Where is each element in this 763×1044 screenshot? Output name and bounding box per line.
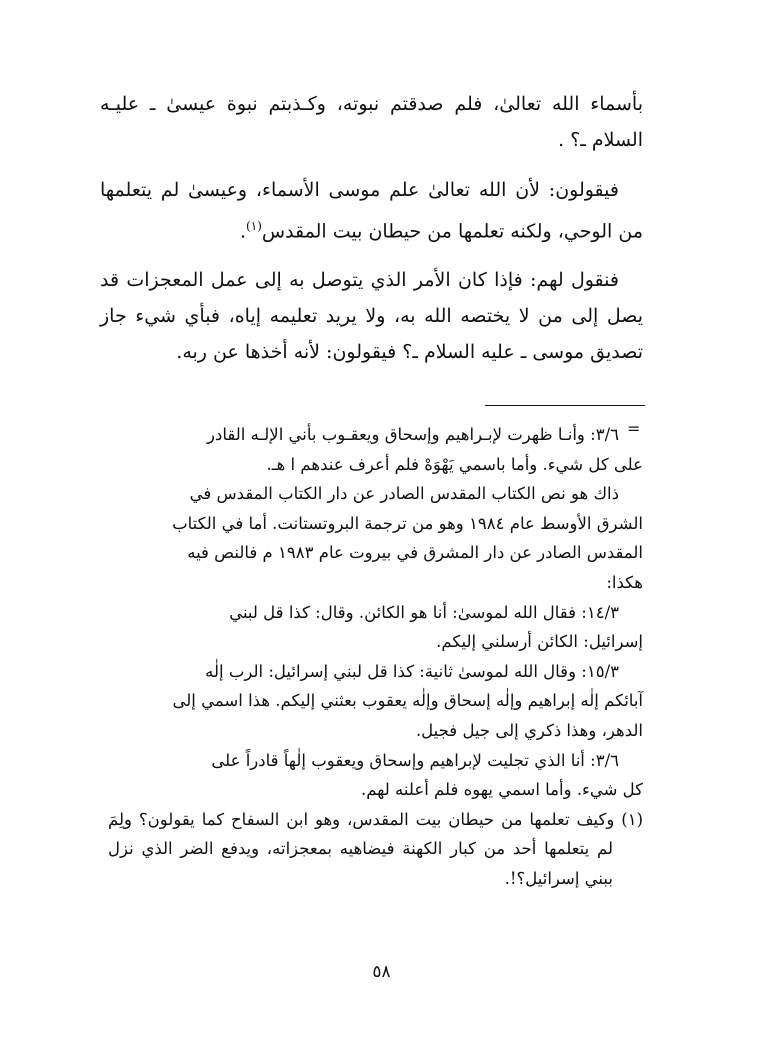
footnote-line: آبائكم إلٰه إبراهيم وإلٰه إسحاق وإلٰه يعقوب بعثني إليكم. هذا اسمي إلى [172, 691, 643, 711]
footnote-line: إسرائيل: الكائن أرسلني إليكم. [436, 632, 643, 652]
body-paragraph-2 [100, 172, 643, 249]
page-number: ٥٨ [372, 962, 391, 982]
footnote-line: الشرق الأوسط عام ١٩٨٤ وهو من ترجمة البروتستانت. أما في الكتاب [172, 513, 643, 533]
footnote-1: (١) وكيف تعلمها من حيطان بيت المقدس، وهو ابن السفاح كما يقولون؟ ولِمَ لم يتعلمها أحد من كبار الكهنة فيضاهيه بمعجزاته، ويدفع الضر الذي نزل ببني إسرائيل؟!. [108, 809, 643, 888]
continuation-mark: = [627, 419, 641, 438]
footnote-line: هكذا: [606, 572, 643, 592]
footnote-ref-1: (١) [246, 219, 262, 233]
body-paragraph-2-end: . [240, 220, 247, 243]
footnote-line: ١٤/٣: فقال الله لموسىٰ: أنا هو الكائن. وقال: كذا قل لبني [229, 602, 619, 622]
footnotes [108, 420, 643, 894]
footnote-line: ١٥/٣: وقال الله لموسىٰ ثانية: كذا قل لبني إسرائيل: الرب إلٰه [205, 661, 619, 681]
body-paragraph-1: بأسماء الله تعالىٰ، فلم صدقتم نبوته، وكـذبتم نبوة عيسىٰ ـ عليـه السلام ـ؟ . [100, 93, 643, 151]
footnote-line: المقدس الصادر عن دار المشرق في بيروت عام ١٩٨٣ م فالنص فيه [187, 543, 643, 563]
footnote-line: ٣/٦: أنا الذي تجليت لإبراهيم وإسحاق ويعقوب إلٰهاً قادراً على [211, 750, 619, 770]
footnote-line: ٣/٦: وأنـا ظهرت لإبـراهيم وإسحاق ويعقـوب بأني الإلـه القادر [207, 425, 619, 444]
footnote-line: الدهر، وهذا ذكري إلى جيل فجيل. [415, 720, 643, 740]
footnote-line: على كل شيء. وأما باسمي يَهْوَهْ فلم أعرف عندهم ا هـ. [266, 454, 643, 474]
footnote-divider [485, 405, 645, 406]
footnote-line: كل شيء. وأما اسمي يهوه فلم أعلنه لهم. [360, 780, 643, 800]
body-paragraph-3: فنقول لهم: فإذا كان الأمر الذي يتوصل به إلى عمل المعجزات قد يصل إلى من لا يختصه الله به، ولا يريد تعليمه إياه، فبأي شيء جاز تصديق موسى ـ عليه السلام ـ؟ فيقولون: لأنه أخذها عن ربه. [100, 269, 643, 363]
body-paragraph-2-text: فيقولون: لأن الله تعالىٰ علم موسى الأسماء، وعيسىٰ لم يتعلمها من الوحي، ولكنه تعلمها من حيطان بيت المقدس [100, 179, 643, 243]
footnote-line: ذاك هو نص الكتاب المقدس الصادر عن دار الكتاب المقدس في [189, 484, 619, 504]
